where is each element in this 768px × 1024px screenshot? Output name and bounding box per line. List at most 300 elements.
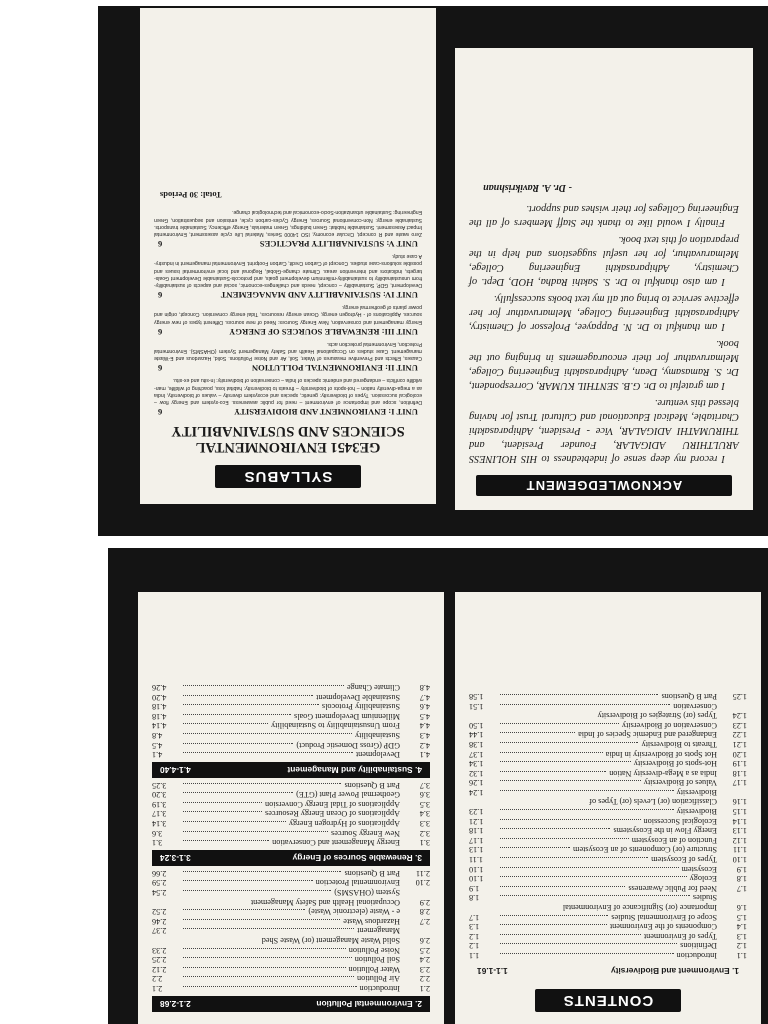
course-title-line1: GE3451 ENVIRONMENTAL bbox=[195, 439, 381, 455]
toc-entry bbox=[469, 730, 747, 740]
toc-entry-page: 1.7 bbox=[469, 912, 480, 922]
toc-entry bbox=[152, 819, 430, 829]
toc-entry-number: 2.6 bbox=[419, 936, 430, 946]
toc-entry-title: Sustainable Development bbox=[316, 692, 400, 702]
toc-entry-page: 3.14 bbox=[152, 819, 167, 829]
toc-entry-page: 1.17 bbox=[469, 835, 484, 845]
toc-leader-dots bbox=[183, 752, 353, 754]
unit-number: 2. bbox=[415, 999, 422, 1009]
syllabus-unit-2 bbox=[154, 340, 422, 374]
toc-leader-dots bbox=[500, 886, 625, 888]
toc-entry-number: 2.4 bbox=[419, 955, 430, 965]
toc-entry-title: Applications of Hydrogen Energy bbox=[288, 819, 400, 829]
toc-entry-title: India as a Mega-diversity Nation bbox=[609, 768, 717, 778]
syllabus-unit-3 bbox=[154, 303, 422, 337]
toc-entry-number: 4.7 bbox=[419, 692, 430, 702]
toc-entry-title-cont: Management bbox=[357, 926, 400, 936]
toc-leader-dots bbox=[500, 809, 674, 811]
toc-entry bbox=[152, 730, 430, 740]
toc-entry bbox=[152, 780, 430, 790]
toc-leader-dots bbox=[183, 909, 305, 911]
toc-entry-number: 1.14 bbox=[732, 816, 747, 826]
ack-paragraph: I am also thankful to Dr. S. Sakthi Radha, HOD, Dept. of Chemistry, Adhiparasakthi Engineering College, Melmaruvathur, for her useful suggestions and help in the preparation of this text book. bbox=[469, 234, 739, 287]
toc-entry-title: GDP (Gross Domestic Product) bbox=[296, 740, 400, 750]
toc-entry-title-cont: Studies bbox=[692, 893, 717, 903]
toc-entry-title: Solid Waste Management (or) Waste Shed bbox=[261, 936, 400, 946]
toc-entry-page: 2.2 bbox=[152, 974, 163, 984]
toc-entry-title: Introduction bbox=[359, 984, 400, 993]
toc-leader-dots bbox=[500, 924, 607, 926]
toc-entry-page: 1.1 bbox=[469, 951, 480, 960]
ack-signature: - Dr. A. Ravikrishnan bbox=[483, 182, 572, 193]
toc-leader-dots bbox=[183, 928, 354, 930]
toc-entry-number: 1.6 bbox=[736, 903, 747, 913]
toc-entry-page: 4.20 bbox=[152, 692, 167, 702]
toc-entry-number: 1.23 bbox=[732, 720, 747, 730]
toc-leader-dots bbox=[183, 948, 346, 950]
toc-entry bbox=[469, 759, 747, 769]
toc-entry-title: Components of the Environment bbox=[609, 922, 717, 932]
unit-number: 1. bbox=[732, 966, 739, 976]
toc-entry-number: 1.4 bbox=[736, 922, 747, 932]
toc-entry-number: 1.18 bbox=[732, 768, 747, 778]
toc-leader-dots bbox=[183, 723, 268, 725]
toc-entry-number: 4.8 bbox=[419, 682, 430, 692]
toc-leader-dots bbox=[500, 780, 641, 782]
toc-entry-number: 1.16 bbox=[732, 797, 747, 807]
unit-heading: UNIT V: SUSTAINABILITY PRACTICES bbox=[259, 238, 418, 249]
total-periods: Total: 30 Periods bbox=[160, 190, 222, 201]
toc-entry bbox=[469, 711, 747, 721]
toc-entry-title: Millennium Development Goals bbox=[294, 711, 400, 721]
toc-entry bbox=[152, 692, 430, 702]
toc-entry-title: Applications of Tidal Energy Conversion bbox=[265, 799, 400, 809]
toc-entry-page: 1.18 bbox=[469, 826, 484, 836]
toc-entry-title: Air Pollution bbox=[357, 974, 400, 984]
toc-entry-number: 1.10 bbox=[732, 855, 747, 865]
toc-entry-title: Applications of Ocean Energy Resources bbox=[265, 809, 400, 819]
toc-entry-title: Energy Flow in the Ecosystems bbox=[613, 826, 717, 836]
toc-entry-page: 1.13 bbox=[469, 845, 484, 855]
toc-leader-dots bbox=[500, 915, 608, 917]
toc-entry-title: Ecological Succession bbox=[643, 816, 717, 826]
toc-entry-number: 2.2 bbox=[419, 974, 430, 984]
toc-entry bbox=[152, 711, 430, 721]
toc-entry bbox=[469, 874, 747, 884]
toc-entry-number: 3.5 bbox=[419, 799, 430, 809]
toc-entry-title: Environmental Protection bbox=[315, 878, 400, 888]
contents-page-1 bbox=[455, 592, 761, 1024]
toc-entry-number: 2.7 bbox=[419, 916, 430, 926]
toc-entry-continuation bbox=[469, 787, 747, 797]
toc-entry-number: 1.13 bbox=[732, 826, 747, 836]
toc-leader-dots bbox=[183, 733, 352, 735]
toc-leader-dots bbox=[183, 743, 293, 745]
toc-leader-dots bbox=[183, 967, 346, 969]
unit-hours: 6 bbox=[158, 238, 163, 249]
toc-entry-title-cont: System (OHASMS) bbox=[334, 888, 400, 898]
toc-entry-page: 3.19 bbox=[152, 799, 167, 809]
ack-paragraph: I record my deep sense of indebtedness to HIS HOLINESS ARULTHIRU ADIGALAR, Founder President, and THIRUMATHI ADIGALAR, Vice - President, Adhiparasakthi Charitable, Medical Educational and Cultural Trust for having blessed this venture. bbox=[469, 397, 739, 464]
unit-4-heading bbox=[152, 762, 430, 778]
ack-paragraph: Finally I would like to thank the Staff Members of all the Engineering Colleges for their wishes and support. bbox=[469, 203, 739, 228]
toc-entry-page: 4.18 bbox=[152, 702, 167, 712]
unit-page-range: 2.1-2.68 bbox=[160, 999, 191, 1009]
toc-entry-number: 1.7 bbox=[736, 883, 747, 893]
toc-entry bbox=[469, 941, 747, 951]
syllabus-unit-4 bbox=[154, 252, 422, 300]
toc-unit-1 bbox=[469, 691, 747, 960]
toc-leader-dots bbox=[500, 732, 575, 734]
toc-entry-page: 1.3 bbox=[469, 922, 480, 932]
toc-entry-title: Values of Biodiversity bbox=[643, 778, 717, 788]
toc-entry-page: 2.52 bbox=[152, 907, 167, 917]
toc-entry-number: 4.3 bbox=[419, 730, 430, 740]
toc-unit-3 bbox=[152, 780, 430, 847]
toc-entry-page: 4.18 bbox=[152, 711, 167, 721]
toc-entry bbox=[469, 854, 747, 864]
toc-entry-title: Definitions bbox=[680, 941, 717, 951]
unit-description: Zero waste and R concept, Circular economy, ISO 14000 Series, Material Life cycle assessment, Environmental Impact Assessment. Sustainable habitat: Green buildings, Green materials, Energy efficiency, Sustainable transports. Sustainable energy: Non-conventional Sources, Energy Cycles-carbon cycle, emission and sequestration, Green Engineering: Sustainable urbanization-Socio-economical and technological change. bbox=[154, 209, 422, 237]
toc-entry-title: Biodiversity bbox=[676, 807, 717, 817]
toc-entry-number: 2.10 bbox=[415, 878, 430, 888]
toc-entry-title: Importance (or) Significance of Environmental bbox=[562, 903, 717, 913]
unit-title: Sustainability and Management bbox=[287, 765, 413, 776]
syllabus-page bbox=[140, 8, 436, 504]
toc-entry-page: 1.34 bbox=[469, 759, 484, 769]
toc-entry bbox=[152, 799, 430, 809]
toc-entry-page: 2.66 bbox=[152, 868, 167, 878]
unit-heading: UNIT I: ENVIRONMENT AND BIODIVERSITY bbox=[233, 407, 418, 417]
syllabus-unit-1 bbox=[154, 376, 422, 417]
unit-description: Causes, Effects and Preventive measures of Water, Soil, Air and Noise Pollutions. Solid, Hazardous and E-Waste management. Case studies on Occupational Health and Safety Management System (OHASMS). Environmental Protection, Environmental protection acts. bbox=[154, 340, 422, 362]
toc-entry bbox=[152, 964, 430, 974]
toc-entry-page: 2.46 bbox=[152, 916, 167, 926]
toc-leader-dots bbox=[183, 986, 357, 988]
toc-entry bbox=[469, 883, 747, 893]
toc-leader-dots bbox=[500, 704, 670, 706]
toc-entry-title: Water Pollution bbox=[348, 964, 400, 974]
toc-entry-title: Threats to Biodiversity bbox=[641, 739, 717, 749]
toc-entry bbox=[152, 750, 430, 760]
toc-entry-continuation bbox=[152, 926, 430, 936]
toc-entry-title: Ecology bbox=[689, 874, 717, 884]
unit-2-heading bbox=[152, 996, 430, 1012]
toc-entry-title: Introduction bbox=[676, 951, 717, 960]
toc-entry bbox=[152, 868, 430, 878]
toc-entry-number: 1.19 bbox=[732, 759, 747, 769]
toc-entry-title: Types (or) Strategies of Biodiversity bbox=[597, 711, 717, 721]
unit-number: 4. bbox=[415, 765, 422, 776]
toc-entry-page: 2.37 bbox=[152, 926, 167, 936]
toc-entry-page: 4.26 bbox=[152, 682, 167, 692]
toc-entry-title: Sustainability bbox=[354, 730, 400, 740]
toc-entry-title: Part B Questions bbox=[344, 780, 400, 790]
toc-entry bbox=[152, 955, 430, 965]
toc-entry bbox=[152, 916, 430, 926]
toc-entry-title: Noise Pollution bbox=[348, 945, 400, 955]
toc-entry bbox=[469, 797, 747, 807]
toc-entry-title: Scope of Environmental Studies bbox=[611, 912, 717, 922]
unit-title: Environment and Biodiversity bbox=[611, 966, 730, 976]
toc-entry-number: 2.3 bbox=[419, 964, 430, 974]
unit-page-range: 1.1-1.61 bbox=[477, 966, 508, 976]
toc-entry-number: 4.4 bbox=[419, 721, 430, 731]
toc-leader-dots bbox=[500, 828, 610, 830]
toc-entry-page: 1.50 bbox=[469, 720, 484, 730]
toc-leader-dots bbox=[500, 895, 690, 897]
unit-description: Development, GDP, Sustainability – concept, needs and challenges-economic, social and aspects of sustainability-from unsustainability to sustainability-millennium development goals, and protocols-Sustainable Development Goals-targets, indicators and intervention areas. Climate change-Global, Regional and local environmental issues and possible solutions-case studies. Concept of Carbon Credit, Carbon Footprint. Environmental management in industry-A case study. bbox=[154, 253, 422, 288]
toc-entry-title: Need for Public Awareness bbox=[628, 883, 717, 893]
unit-3-heading bbox=[152, 850, 430, 866]
toc-entry-title: New Energy Sources bbox=[331, 828, 400, 838]
toc-entry-page: 1.44 bbox=[469, 730, 484, 740]
toc-entry-page: 1.2 bbox=[469, 931, 480, 941]
course-title bbox=[154, 423, 422, 455]
toc-entry-page: 1.24 bbox=[469, 787, 484, 797]
toc-entry bbox=[152, 945, 430, 955]
toc-entry-number: 1.5 bbox=[736, 912, 747, 922]
toc-unit-4 bbox=[152, 682, 430, 759]
toc-entry-page: 2.25 bbox=[152, 955, 167, 965]
unit-heading: UNIT IV: SUSTAINABILITY AND MANAGEMENT bbox=[220, 289, 418, 300]
unit-description: Energy management and conservation, New Energy Sources: Need of new sources. Different types of new energy sources. Applications of - Hydrogen energy, Ocean energy resources, Tidal energy conversion. Concept, origin and power plants of geothermal energy. bbox=[154, 304, 422, 325]
toc-entry-title: Types of Ecosystem bbox=[651, 855, 717, 865]
unit-title: Environmental Pollution bbox=[316, 999, 413, 1009]
toc-entry-title: From Unsustainability to Sustainability bbox=[271, 721, 400, 731]
toc-entry-title: Occupational Health and Safety Management bbox=[250, 897, 400, 907]
toc-entry bbox=[469, 931, 747, 941]
toc-entry-page: 1.2 bbox=[469, 941, 480, 951]
toc-entry-title: Part B Questions bbox=[661, 691, 717, 701]
toc-entry bbox=[152, 682, 430, 692]
toc-entry-page: 2.54 bbox=[152, 888, 167, 898]
toc-entry bbox=[469, 749, 747, 759]
syllabus-unit-5 bbox=[154, 208, 422, 249]
toc-entry bbox=[152, 790, 430, 800]
toc-leader-dots bbox=[183, 704, 319, 706]
toc-entry bbox=[469, 807, 747, 817]
unit-heading: UNIT III: RENEWABLE SOURCES OF ENERGY bbox=[229, 326, 418, 337]
toc-entry-title: Soil Pollution bbox=[354, 955, 400, 965]
toc-entry-continuation bbox=[469, 701, 747, 711]
unit-number: 3. bbox=[415, 853, 422, 864]
toc-leader-dots bbox=[500, 943, 677, 945]
unit-page-range: 4.1-4.40 bbox=[160, 765, 191, 776]
unit-hours: 6 bbox=[158, 407, 163, 417]
contents-banner: CONTENTS bbox=[535, 989, 681, 1012]
toc-entry-page: 1.11 bbox=[469, 855, 484, 865]
toc-entry bbox=[469, 739, 747, 749]
toc-entry-title-cont: Biodiversity bbox=[676, 787, 717, 797]
unit-hours: 6 bbox=[158, 363, 163, 374]
toc-entry-number: 2.5 bbox=[419, 945, 430, 955]
toc-leader-dots bbox=[183, 831, 328, 833]
toc-entry-number: 1.25 bbox=[732, 691, 747, 701]
toc-leader-dots bbox=[183, 821, 286, 823]
toc-entry-continuation bbox=[152, 887, 430, 897]
toc-entry bbox=[152, 721, 430, 731]
toc-entry bbox=[469, 816, 747, 826]
toc-entry bbox=[152, 878, 430, 888]
toc-entry-page: 3.17 bbox=[152, 809, 167, 819]
toc-leader-dots bbox=[183, 783, 342, 785]
toc-entry-title: Classification (or) Levels (or) Types of bbox=[589, 797, 717, 807]
toc-entry bbox=[152, 907, 430, 917]
toc-entry bbox=[469, 826, 747, 836]
toc-entry-page: 1.9 bbox=[469, 883, 480, 893]
unit-heading: UNIT II: ENVIRONMENTAL POLLUTION bbox=[251, 363, 418, 374]
toc-entry bbox=[152, 740, 430, 750]
toc-entry bbox=[152, 702, 430, 712]
toc-entry bbox=[152, 838, 430, 848]
toc-leader-dots bbox=[183, 976, 354, 978]
toc-entry-number: 1.2 bbox=[736, 941, 747, 951]
unit-title: Renewable Sources of Energy bbox=[292, 853, 413, 864]
toc-entry-number: 1.11 bbox=[732, 845, 747, 855]
toc-entry-title: Hot Spots of Biodiversity in India bbox=[605, 749, 717, 759]
toc-entry-title: Types of Environment bbox=[643, 931, 717, 941]
toc-entry bbox=[469, 691, 747, 701]
toc-entry-page: 3.1 bbox=[152, 838, 163, 848]
unit-hours: 6 bbox=[158, 289, 163, 300]
contents-page-2 bbox=[138, 592, 444, 1024]
toc-leader-dots bbox=[183, 957, 352, 959]
toc-leader-dots bbox=[500, 761, 631, 763]
toc-entry-number: 3.6 bbox=[419, 790, 430, 800]
toc-entry-number: 1.15 bbox=[732, 807, 747, 817]
toc-entry-title-cont: Conservation bbox=[673, 701, 717, 711]
unit-description: Definition, scope and importance of environment – need for public awareness. Eco-system and Energy flow – ecological succession. Types of biodiversity: genetic, species and ecosystem diversity – values of biodiversity, India as a mega-diversity nation – hot-spots of biodiversity – threats to biodiversity: habitat loss, poaching of wildlife, man-wildlife conflicts – endangered and endemic species of India – conservation of biodiversity: In-situ and ex-situ. bbox=[154, 377, 422, 405]
toc-entry bbox=[152, 828, 430, 838]
toc-entry bbox=[469, 922, 747, 932]
toc-entry-page: 1.10 bbox=[469, 874, 484, 884]
acknowledgement-page bbox=[455, 48, 753, 510]
toc-entry-number: 2.8 bbox=[419, 907, 430, 917]
toc-entry-title: Hazardous Waste bbox=[343, 916, 400, 926]
toc-entry-number: 1.9 bbox=[736, 864, 747, 874]
toc-entry-page: 4.1 bbox=[152, 750, 163, 760]
toc-leader-dots bbox=[183, 802, 262, 804]
toc-entry-number: 4.2 bbox=[419, 740, 430, 750]
toc-entry-number: 1.17 bbox=[732, 778, 747, 788]
toc-entry bbox=[469, 768, 747, 778]
toc-entry-number: 3.1 bbox=[419, 838, 430, 848]
toc-leader-dots bbox=[500, 838, 629, 840]
toc-leader-dots bbox=[183, 890, 331, 892]
toc-leader-dots bbox=[500, 790, 674, 792]
toc-entry bbox=[469, 835, 747, 845]
toc-leader-dots bbox=[500, 876, 687, 878]
toc-entry-title: Development bbox=[355, 750, 400, 760]
toc-entry-number: 1.21 bbox=[732, 739, 747, 749]
toc-entry bbox=[152, 974, 430, 984]
toc-entry bbox=[469, 720, 747, 730]
toc-leader-dots bbox=[183, 871, 342, 873]
toc-entry-number: 1.24 bbox=[732, 711, 747, 721]
toc-entry bbox=[469, 845, 747, 855]
toc-entry-title: Hot-spots of Biodiversity bbox=[633, 759, 717, 769]
toc-unit-2 bbox=[152, 868, 430, 993]
toc-entry-number: 1.1 bbox=[736, 951, 747, 960]
toc-entry-page: 4.14 bbox=[152, 721, 167, 731]
toc-entry-number: 1.8 bbox=[736, 874, 747, 884]
toc-leader-dots bbox=[500, 867, 679, 869]
toc-entry-page: 1.10 bbox=[469, 864, 484, 874]
toc-entry-title: Part B Questions bbox=[344, 868, 400, 878]
toc-entry-continuation bbox=[469, 893, 747, 903]
toc-entry-number: 3.7 bbox=[419, 780, 430, 790]
toc-leader-dots bbox=[500, 953, 674, 955]
toc-entry-number: 1.20 bbox=[732, 749, 747, 759]
toc-entry bbox=[469, 778, 747, 788]
toc-entry-page: 3.6 bbox=[152, 828, 163, 838]
toc-entry-page: 2.59 bbox=[152, 878, 167, 888]
toc-leader-dots bbox=[500, 847, 570, 849]
toc-entry-title: Geothermal Power Plant (GTE) bbox=[296, 790, 400, 800]
toc-entry-number: 4.6 bbox=[419, 702, 430, 712]
toc-entry-page: 2.33 bbox=[152, 945, 167, 955]
toc-leader-dots bbox=[500, 694, 659, 696]
toc-entry-number: 3.4 bbox=[419, 809, 430, 819]
acknowledgement-banner: ACKNOWLEDGEMENT bbox=[476, 475, 732, 496]
toc-entry-page: 1.21 bbox=[469, 816, 484, 826]
course-title-line2: SCIENCES AND SUSTAINABILITY bbox=[171, 423, 405, 439]
toc-entry-page: 3.25 bbox=[152, 780, 167, 790]
toc-leader-dots bbox=[183, 840, 269, 842]
toc-entry-title: Climate Change bbox=[347, 682, 400, 692]
toc-entry-number: 2.11 bbox=[415, 868, 430, 878]
toc-leader-dots bbox=[183, 685, 344, 687]
toc-entry-title: Conservation of Biodiversity bbox=[621, 720, 717, 730]
ack-paragraph: I am grateful to Dr. G.B. SENTHIL KUMAR, Correspondent, Dr. S. Ramasamy, Dean, Adhiparasakthi Engineering College, Melmaruvathur for their encouragements in bringing out the book. bbox=[469, 338, 739, 391]
toc-entry-number: 3.2 bbox=[419, 828, 430, 838]
toc-entry-page: 2.1 bbox=[152, 984, 163, 993]
toc-leader-dots bbox=[183, 792, 293, 794]
toc-entry-page: 2.12 bbox=[152, 964, 167, 974]
toc-entry bbox=[152, 983, 430, 993]
toc-leader-dots bbox=[183, 812, 262, 814]
toc-leader-dots bbox=[500, 752, 603, 754]
toc-entry-number: 2.1 bbox=[419, 984, 430, 993]
toc-entry-title: Sustainability Protocols bbox=[321, 702, 400, 712]
toc-entry-number: 2.9 bbox=[419, 897, 430, 907]
toc-entry-title: Ecosystem bbox=[681, 864, 717, 874]
unit-hours: 6 bbox=[158, 326, 163, 337]
toc-leader-dots bbox=[183, 714, 291, 716]
toc-leader-dots bbox=[500, 742, 639, 744]
ack-paragraph: I am thankful to Dr. N. Pappayee, Professor of Chemistry, Adhiparasakthi Engineering College, Melmaruvathur for her effective service to bring out all my text books successfully. bbox=[469, 293, 739, 332]
toc-entry-number: 1.3 bbox=[736, 931, 747, 941]
toc-entry-page: 1.26 bbox=[469, 778, 484, 788]
toc-entry bbox=[469, 950, 747, 960]
toc-entry-page: 1.8 bbox=[469, 893, 480, 903]
toc-entry-number: 4.1 bbox=[419, 750, 430, 760]
toc-entry-number: 4.5 bbox=[419, 711, 430, 721]
toc-entry-page: 1.32 bbox=[469, 768, 484, 778]
toc-entry-page: 1.38 bbox=[469, 739, 484, 749]
toc-entry bbox=[469, 902, 747, 912]
toc-leader-dots bbox=[500, 819, 641, 821]
toc-entry-title: Energy Management and Conservation bbox=[272, 838, 400, 848]
unit-page-range: 3.1-3.24 bbox=[160, 853, 191, 864]
toc-entry bbox=[152, 897, 430, 907]
toc-entry-number: 1.22 bbox=[732, 730, 747, 740]
toc-leader-dots bbox=[500, 857, 648, 859]
toc-entry-page: 1.23 bbox=[469, 807, 484, 817]
toc-entry bbox=[152, 935, 430, 945]
toc-entry-page: 1.58 bbox=[469, 691, 484, 701]
